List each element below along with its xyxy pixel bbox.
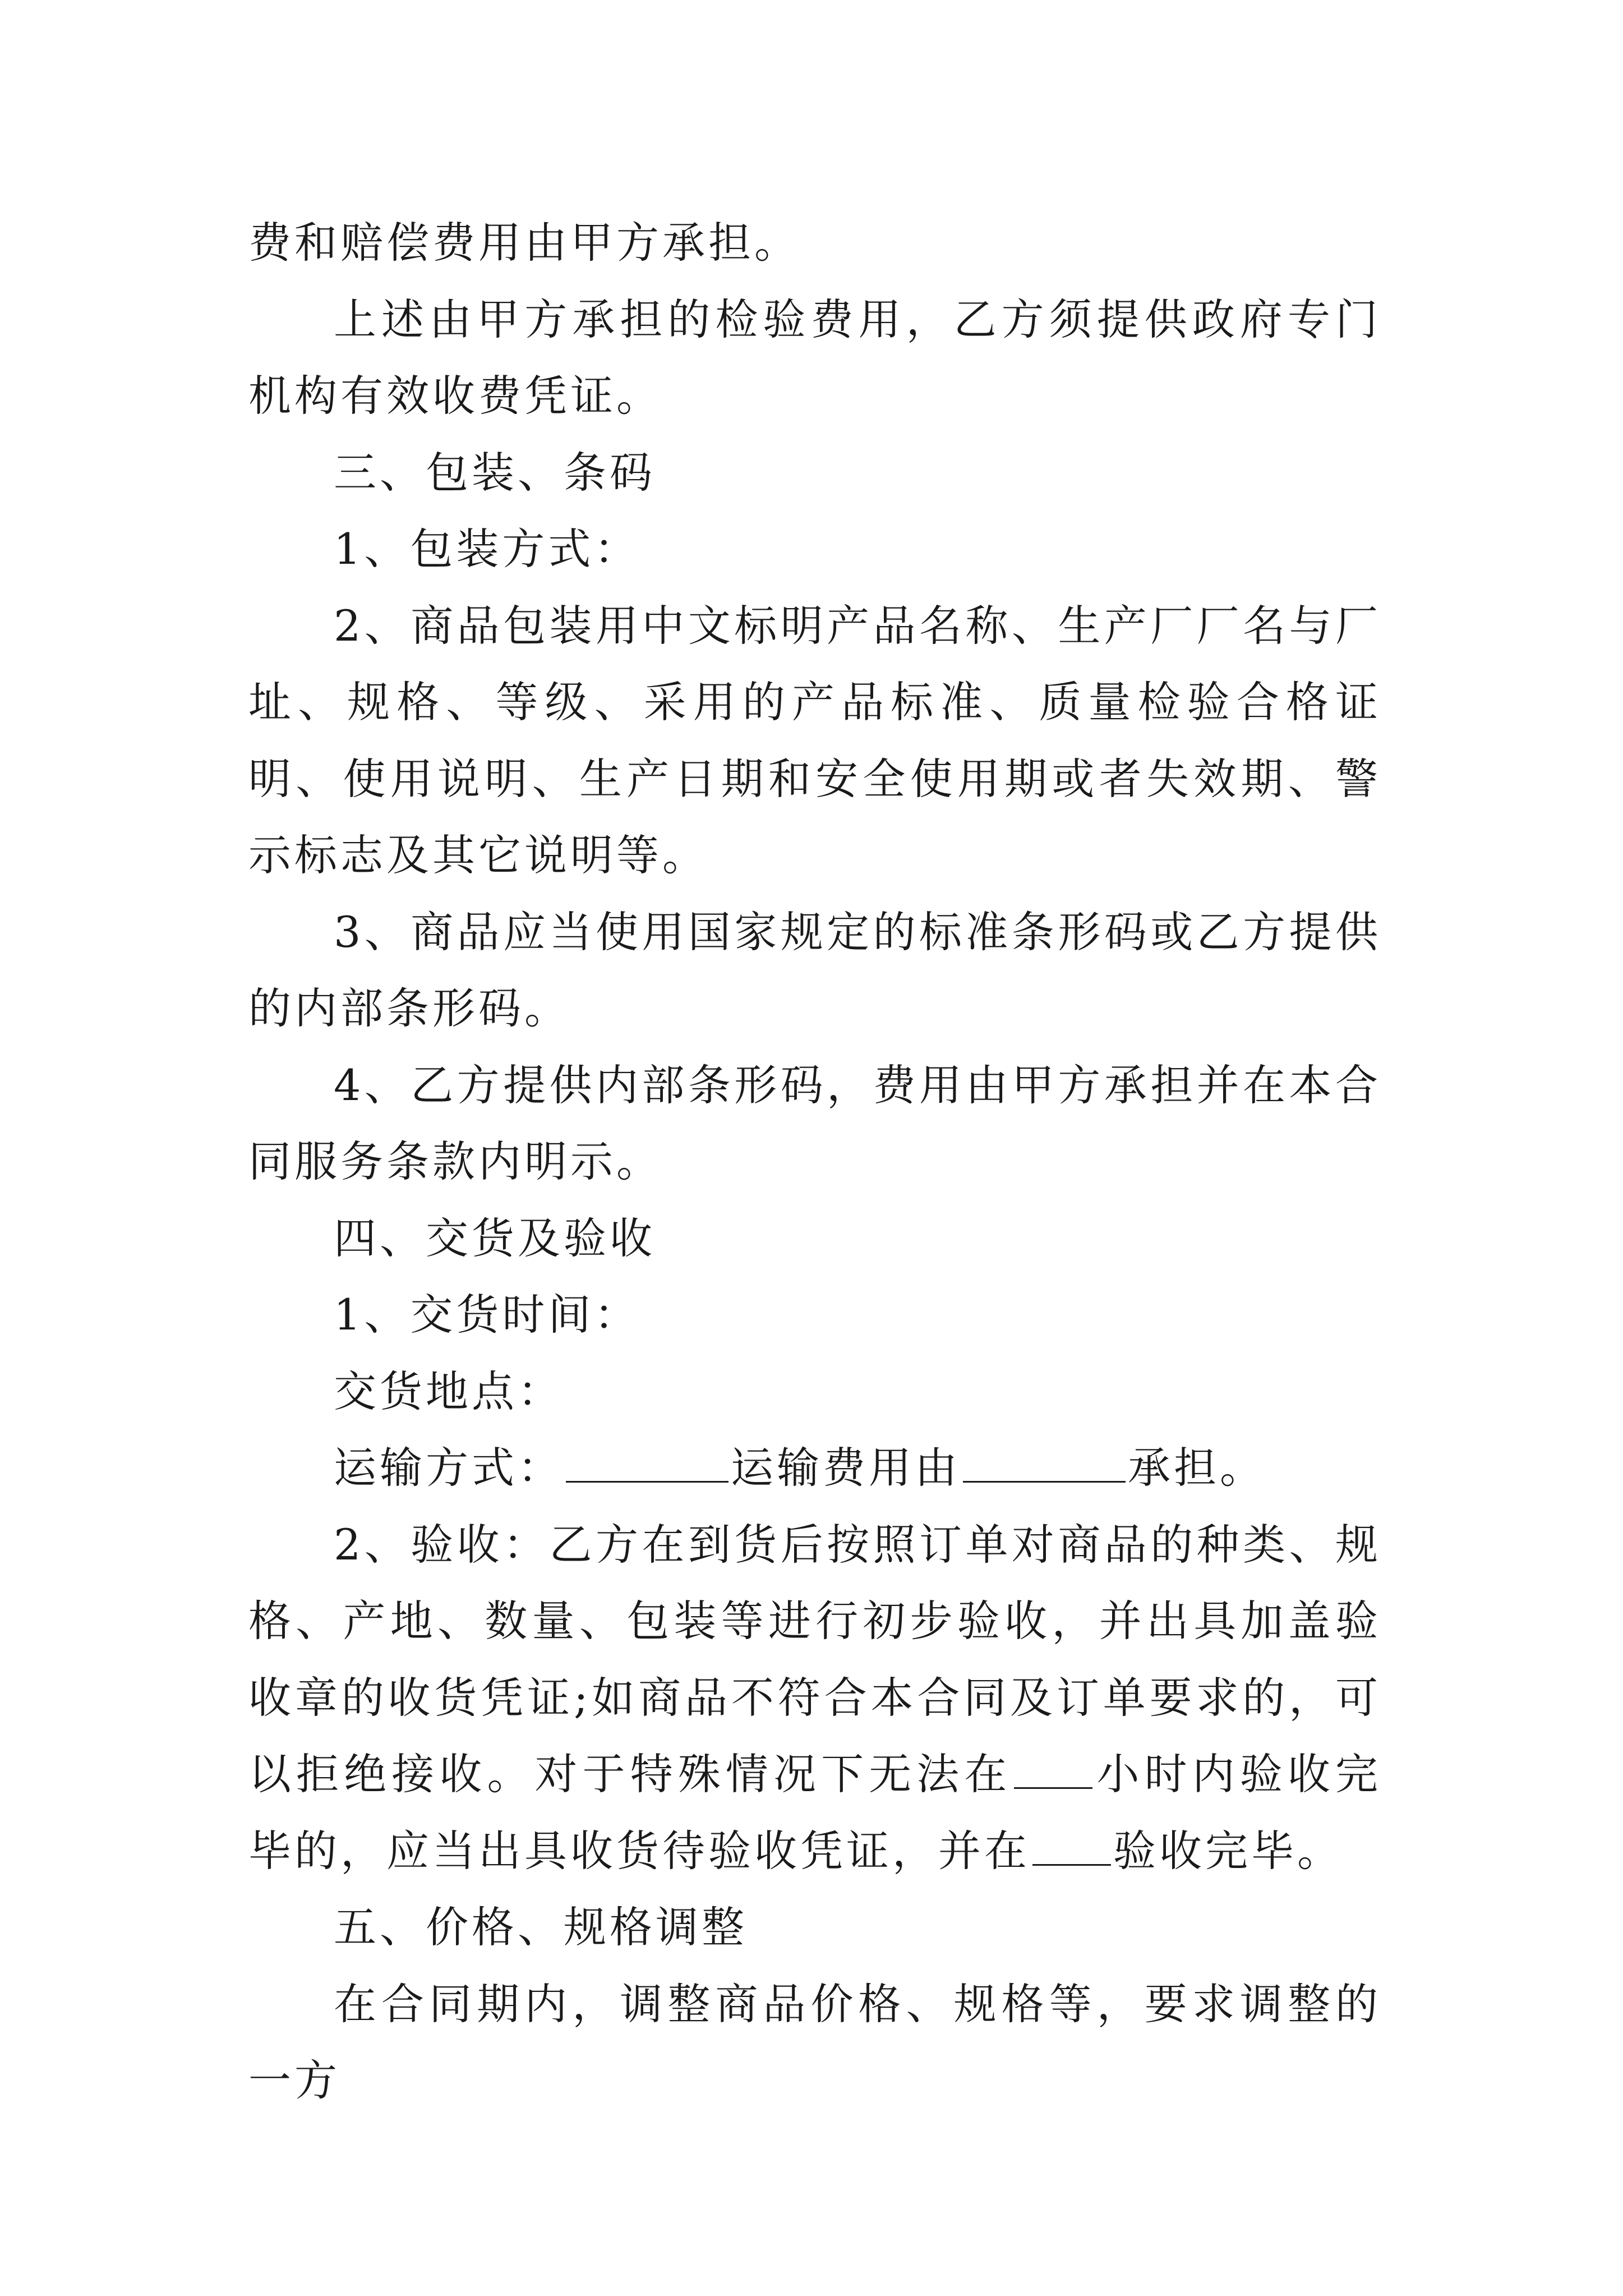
paragraph-barcode-standard: 3、商品应当使用国家规定的标准条形码或乙方提供的内部条形码。: [248, 907, 1381, 1033]
acceptance-text-2: 小时内验收完毕的，应当出具收货待验收凭证，并在: [248, 1749, 1382, 1876]
paragraph-acceptance: [248, 1507, 1381, 1890]
paragraph-delivery-place: 交货地点：: [334, 1366, 564, 1416]
transport-fee-label: 运输费用由: [731, 1443, 961, 1493]
acceptance-text-3: 验收完毕。: [1113, 1825, 1343, 1876]
transport-method-blank: [566, 1447, 728, 1483]
acceptance-hours-blank: [1014, 1754, 1092, 1789]
transport-fee-party-blank: [963, 1447, 1126, 1483]
transport-label: 运输方式：: [334, 1443, 564, 1493]
section-heading-packaging: 三、包装、条码: [334, 447, 656, 498]
paragraph-fee-borne: 费和赔偿费用由甲方承担。: [248, 218, 800, 268]
paragraph-packaging-method: 1、包装方式：: [334, 524, 640, 574]
document-body: [248, 205, 1381, 2119]
acceptance-text-1: 2、验收：乙方在到货后按照订单对商品的种类、规格、产地、数量、包装等进行初步验收，并出具加盖验收章的收货凭证;如商品不符合本合同及订单要求的，可以拒绝接收。对于特殊情况下无法在: [248, 1519, 1381, 1799]
paragraph-price-adjustment: 在合同期内，调整商品价格、规格等，要求调整的一方: [248, 1978, 1381, 2105]
paragraph-barcode-fee: 4、乙方提供内部条形码，费用由甲方承担并在本合同服务条款内明示。: [248, 1060, 1381, 1186]
section-heading-delivery: 四、交货及验收: [334, 1213, 656, 1263]
section-heading-price-adjustment: 五、价格、规格调整: [334, 1902, 748, 1952]
paragraph-transport: [248, 1430, 1381, 1507]
paragraph-packaging-labels: 2、商品包装用中文标明产品名称、生产厂厂名与厂址、规格、等级、采用的产品标准、质量检验合格证明、使用说明、生产日期和安全使用期或者失效期、警示标志及其它说明等。: [248, 600, 1381, 880]
acceptance-deadline-blank: [1032, 1830, 1111, 1866]
paragraph-inspection-fee: 上述由甲方承担的检验费用，乙方须提供政府专门机构有效收费凭证。: [248, 294, 1381, 421]
transport-end: 承担。: [1128, 1443, 1266, 1493]
paragraph-delivery-time: 1、交货时间：: [334, 1290, 640, 1340]
